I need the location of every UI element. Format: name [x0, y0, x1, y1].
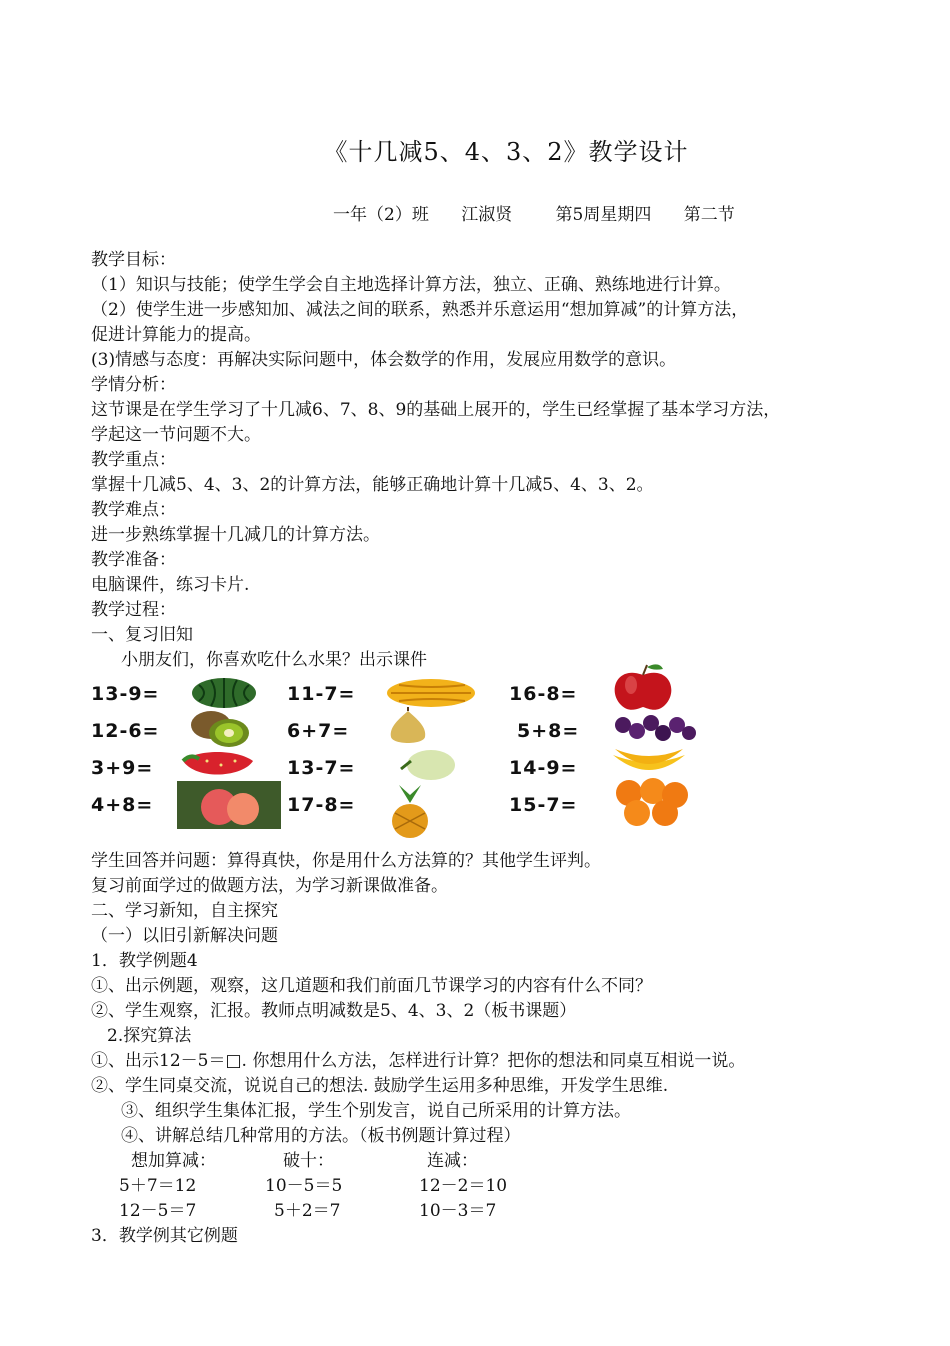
explore-step-2: ②、学生同桌交流，说说自己的想法. 鼓励学生运用多种思维，开发学生思维.	[91, 1076, 669, 1096]
method-header: 想加算减：	[131, 1151, 216, 1171]
section-1-title: 一、复习旧知	[91, 625, 193, 645]
step-1: ①、出示例题，观察，这几道题和我们前面几节课学习的内容有什么不同？	[91, 976, 652, 996]
method-step: 10－5＝5	[265, 1176, 343, 1196]
exercise-expr: 13-7=	[287, 757, 356, 779]
heading-process: 教学过程：	[91, 600, 176, 620]
grapes-icon	[607, 711, 699, 745]
meta-week: 第5周星期四	[555, 205, 652, 225]
method-step: 12－5＝7	[119, 1201, 197, 1221]
exercise-expr: 6+7=	[287, 720, 350, 742]
exercise-expr: 4+8=	[91, 794, 154, 816]
starfruit-icon	[385, 677, 477, 709]
pear-icon	[383, 707, 433, 747]
student-answer: 学生回答并问题：算得真快，你是用什么方法算的？其他学生评判。	[91, 851, 601, 871]
step-2: ②、学生观察，汇报。教师点明减数是5、4、3、2（板书课题）	[91, 1001, 577, 1021]
method-header: 连减：	[427, 1151, 478, 1171]
melon-icon	[397, 747, 459, 783]
exercise-expr: 14-9=	[509, 757, 578, 779]
example-4-title: 1．教学例题4	[91, 951, 198, 971]
methods-table	[91, 1149, 871, 1224]
objective-3: (3)情感与态度：再解决实际问题中，体会数学的作用，发展应用数学的意识。	[91, 350, 677, 370]
lesson-meta	[333, 200, 735, 225]
exercise-expr: 5+8=	[517, 720, 580, 742]
orange-icon	[607, 777, 695, 827]
method-header: 破十：	[283, 1151, 334, 1171]
exercise-expr: 3+9=	[91, 757, 154, 779]
heading-analysis: 学情分析：	[91, 375, 176, 395]
method-step: 10－3＝7	[419, 1201, 497, 1221]
meta-period: 第二节	[683, 205, 735, 225]
heading-key-point: 教学重点：	[91, 450, 176, 470]
explore-title: 2.探究算法	[107, 1026, 192, 1046]
exercise-expr: 12-6=	[91, 720, 160, 742]
example-3-title: 3．教学例其它例题	[91, 1226, 238, 1246]
exercise-expr: 17-8=	[287, 794, 356, 816]
exercise-expr: 11-7=	[287, 683, 356, 705]
method-step: 5＋2＝7	[274, 1201, 341, 1221]
pineapple-icon	[385, 783, 435, 839]
meta-class: 一年（2）班	[333, 205, 429, 225]
subsection-1-title: （一）以旧引新解决问题	[91, 926, 278, 946]
page-title: 《十几减5、4、3、2》教学设计	[323, 138, 689, 166]
kiwi-icon	[189, 709, 255, 749]
preparation-text: 电脑课件，练习卡片.	[91, 575, 250, 595]
difficulty-text: 进一步熟练掌握十几减几的计算方法。	[91, 525, 380, 545]
section-2-title: 二、学习新知，自主探究	[91, 901, 278, 921]
banana-icon	[609, 745, 689, 781]
objective-2: （2）使学生进一步感知加、减法之间的联系，熟悉并乐意运用“想加算减”的计算方法，	[91, 300, 749, 320]
watermelon-icon	[189, 677, 259, 709]
review-note: 复习前面学过的做题方法，为学习新课做准备。	[91, 876, 448, 896]
objective-1: （1）知识与技能；使学生学会自主地选择计算方法，独立、正确、熟练地进行计算。	[91, 275, 731, 295]
explore-step-1: ①、出示12－5＝□. 你想用什么方法，怎样进行计算？把你的想法和同桌互相说一说。	[91, 1051, 746, 1071]
heading-difficulty: 教学难点：	[91, 500, 176, 520]
heading-objectives: 教学目标：	[91, 250, 176, 270]
exercise-grid	[91, 673, 871, 849]
key-point-text: 掌握十几减5、4、3、2的计算方法，能够正确地计算十几减5、4、3、2。	[91, 475, 654, 495]
peach-icon	[177, 781, 281, 829]
explore-step-3: ③、组织学生集体汇报，学生个别发言，说自己所采用的计算方法。	[121, 1101, 631, 1121]
document-body	[91, 248, 871, 1249]
exercise-expr: 16-8=	[509, 683, 578, 705]
exercise-expr: 15-7=	[509, 794, 578, 816]
heading-preparation: 教学准备：	[91, 550, 176, 570]
strawberry-icon	[177, 747, 257, 781]
intro-question: 小朋友们，你喜欢吃什么水果？出示课件	[121, 650, 427, 670]
meta-teacher: 江淑贤	[461, 205, 513, 225]
exercise-expr: 13-9=	[91, 683, 160, 705]
analysis-text-cont: 学起这一节问题不大。	[91, 425, 261, 445]
method-step: 5＋7＝12	[119, 1176, 197, 1196]
analysis-text: 这节课是在学生学习了十几减6、7、8、9的基础上展开的，学生已经掌握了基本学习方法，	[91, 400, 781, 420]
explore-step-4: ④、讲解总结几种常用的方法。（板书例题计算过程）	[121, 1126, 521, 1146]
apple-icon	[607, 663, 679, 713]
objective-2-cont: 促进计算能力的提高。	[91, 325, 261, 345]
method-step: 12－2＝10	[419, 1176, 508, 1196]
